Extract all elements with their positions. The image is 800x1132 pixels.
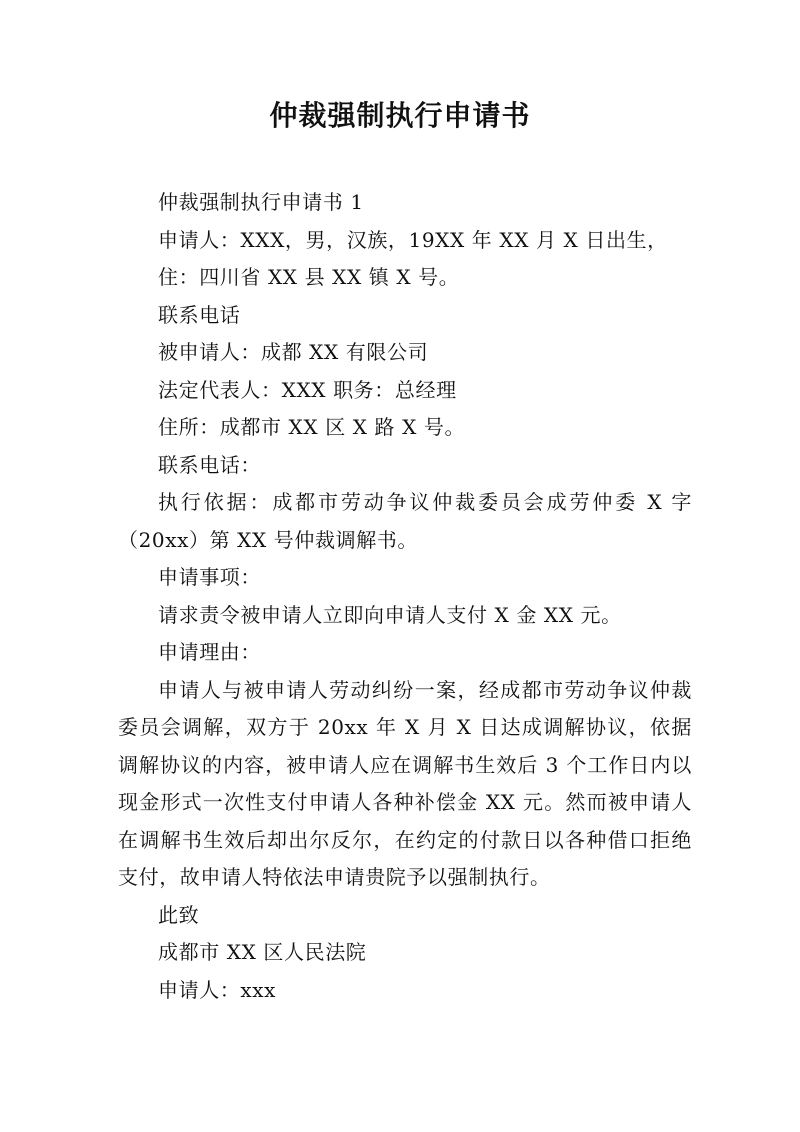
request-content: 请求责令被申请人立即向申请人支付 X 金 XX 元。 xyxy=(158,602,622,627)
applicant-phone: 联系电话 xyxy=(158,302,241,327)
document-title: 仲裁强制执行申请书 xyxy=(269,99,531,132)
reason-content: 申请人与被申请人劳动纠纷一案，经成都市劳动争议仲裁委员会调解，双方于 20xx 年 X 月 X 日达成调解协议，依据调解协议的内容，被申请人应在调解书生效后 3 个工作日内以现金形式一次性支付申请人各种补偿金 XX 元。然而被申请人在调解书生效后却出尔反尔，在约定的付款日以各种借口拒绝支付，故申请人特依法申请贵院予以强制执行。 xyxy=(118,677,692,889)
applicant-line: 申请人：XXX，男，汉族，19XX 年 XX 月 X 日出生， xyxy=(158,227,668,252)
applicant-address: 住：四川省 XX 县 XX 镇 X 号。 xyxy=(158,265,460,289)
heading-line: 仲裁强制执行申请书 1 xyxy=(158,190,364,214)
salutation: 此致 xyxy=(158,902,200,927)
execution-basis: 执行依据：成都市劳动争议仲裁委员会成劳仲委 X 字（20xx）第 XX 号仲裁调解书。 xyxy=(118,490,692,552)
signature-line: 申请人：xxx xyxy=(158,977,277,1002)
respondent-phone: 联系电话： xyxy=(158,452,261,477)
request-heading: 申请事项： xyxy=(158,565,261,589)
court-name: 成都市 XX 区人民法院 xyxy=(158,940,367,964)
legal-representative: 法定代表人：XXX 职务：总经理 xyxy=(158,377,457,402)
respondent-address: 住所：成都市 XX 区 X 路 X 号。 xyxy=(158,415,466,439)
reason-heading: 申请理由： xyxy=(158,640,261,664)
document-body xyxy=(118,184,692,1009)
respondent-line: 被申请人：成都 XX 有限公司 xyxy=(158,340,429,364)
